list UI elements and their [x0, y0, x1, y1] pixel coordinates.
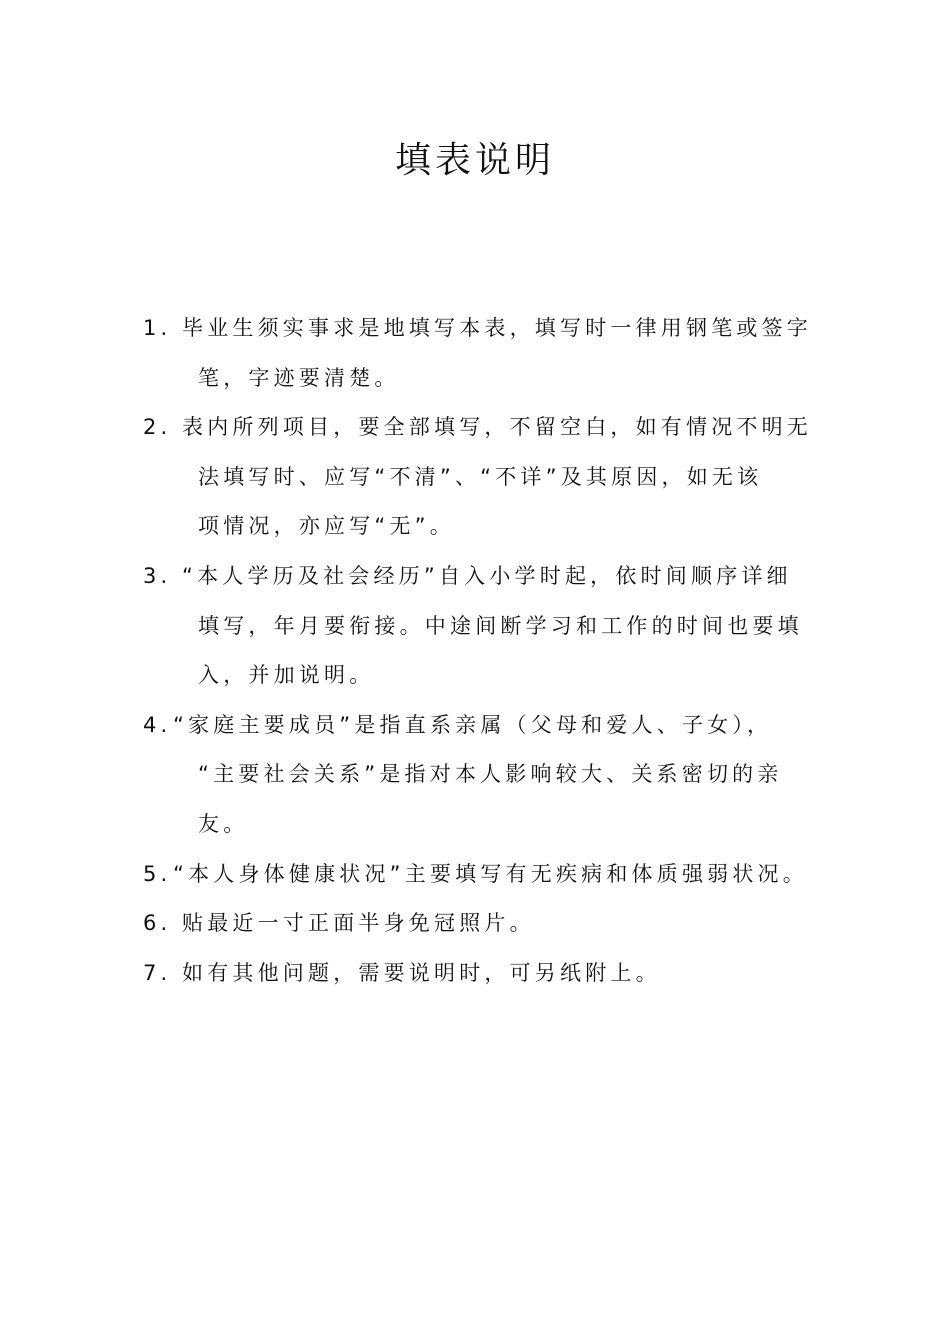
instruction-item-3: [143, 552, 833, 701]
item-line: 项情况，亦应写“无”。: [198, 514, 455, 539]
item-line: 笔，字迹要清楚。: [198, 365, 400, 390]
item-line: 贴最近一寸正面半身免冠照片。: [182, 911, 535, 936]
item-line: 法填写时、应写“不清”、“不详”及其原因，如无该: [198, 464, 763, 489]
item-line: 填写，年月要衔接。中途间断学习和工作的时间也要填: [198, 613, 803, 638]
instruction-item-6: [143, 899, 833, 949]
item-line: 表内所列项目，要全部填写，不留空白，如有情况不明无: [182, 415, 812, 440]
item-text: [182, 899, 833, 949]
item-line: “本人身体健康状况”主要填写有无疾病和体质强弱状况。: [173, 861, 808, 886]
item-number: 4.: [143, 712, 172, 737]
item-text: [182, 949, 833, 999]
item-number: 3.: [143, 563, 172, 588]
item-line: “本人学历及社会经历”自入小学时起，依时间顺序详细: [182, 563, 792, 588]
instruction-item-5: [143, 850, 833, 900]
item-number: 2.: [143, 415, 172, 440]
item-line: “家庭主要成员”是指直系亲属（父母和爱人、子女），: [173, 712, 773, 737]
item-line: “主要社会关系”是指对本人影响较大、关系密切的亲: [198, 762, 783, 787]
item-line: 毕业生须实事求是地填写本表，填写时一律用钢笔或签字: [182, 316, 812, 340]
item-text: [173, 701, 833, 850]
instruction-item-7: [143, 949, 833, 999]
item-number: 7.: [143, 960, 172, 985]
item-number: 1.: [143, 316, 172, 340]
item-line: 如有其他问题，需要说明时，可另纸附上。: [182, 960, 661, 985]
item-line: 友。: [198, 811, 249, 836]
item-line: 入，并加说明。: [198, 663, 375, 688]
item-text: [182, 552, 833, 701]
instruction-item-4: [143, 701, 833, 850]
page-title: 填表说明: [394, 140, 555, 181]
item-text: [182, 304, 833, 403]
item-text: [182, 403, 833, 552]
instruction-item-2: [143, 403, 833, 552]
item-number: 6.: [143, 911, 172, 936]
item-text: [173, 850, 833, 900]
instruction-item-1: [143, 304, 833, 403]
instructions-list: [143, 304, 833, 998]
item-number: 5.: [143, 861, 172, 886]
